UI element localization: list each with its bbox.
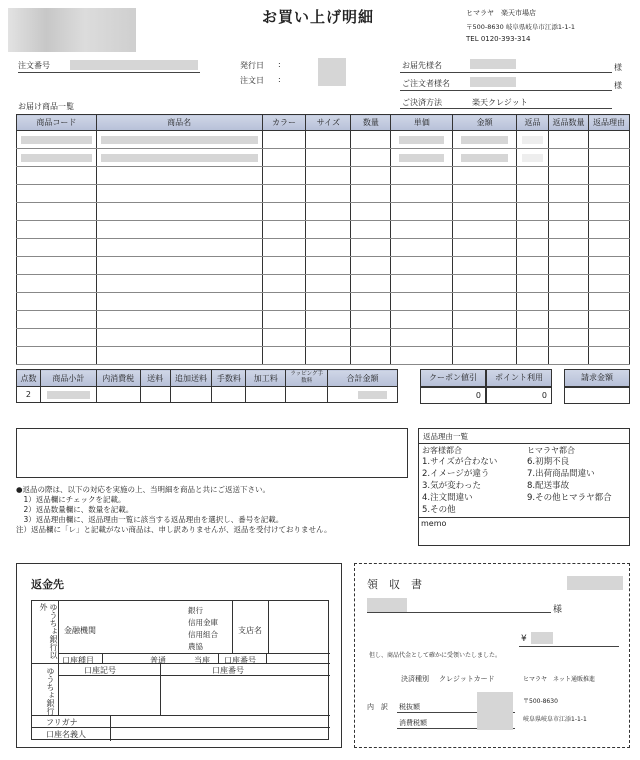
cell-blurred [453,131,517,149]
cell [351,221,391,239]
recipient-honorific: 様 [614,63,622,72]
cell [391,257,453,275]
table-row [17,275,630,293]
cell [351,257,391,275]
cell [453,347,517,365]
company-address: 〒500-8630 岐阜県岐阜市江添1-1-1 [466,23,575,31]
account-number-label: 口座番号 [224,656,256,665]
table-row [17,293,630,311]
table-row [17,167,630,185]
receipt-name-blurred [367,598,407,612]
bank-type: 信用金庫 [188,618,218,627]
cell [351,347,391,365]
grid-line [232,601,233,653]
reason-1: 1.サイズが合わない [422,457,498,467]
cell[interactable] [588,185,629,203]
cell [453,257,517,275]
cell [286,387,328,403]
cell[interactable] [549,203,589,221]
cell[interactable] [517,257,549,275]
cell [262,167,306,185]
summary-value-row [17,387,398,403]
cell [96,239,262,257]
orderer-label: ご注文者様名 [402,79,450,88]
orderer-honorific: 様 [614,81,622,90]
payment-type-value: クレジットカード [439,675,495,683]
order-number-blurred [70,60,198,70]
reason-6: 6.初期不良 [527,457,570,467]
cell[interactable] [549,311,589,329]
cell [351,167,391,185]
cell [391,221,453,239]
breakdown-label: 内 訳 [367,703,388,711]
cell[interactable] [588,311,629,329]
cell[interactable] [517,347,549,365]
cell[interactable] [549,167,589,185]
receipt-amount-blurred [531,632,553,644]
cell [17,185,97,203]
grid-line [32,663,330,664]
order-number-line [18,72,200,73]
cell[interactable] [549,185,589,203]
cell-blurred [17,149,97,167]
bank-type: 銀行 [188,606,203,615]
cell [262,221,306,239]
table-row [17,131,630,149]
summary-header-row [17,370,398,387]
table-row [17,311,630,329]
cell[interactable] [517,239,549,257]
cell [96,293,262,311]
reason-7: 7.出荷商品間違い [527,469,595,479]
cell [391,347,453,365]
cell [351,329,391,347]
recipient-label: お届先様名 [402,61,442,70]
cell [453,203,517,221]
cell [17,239,97,257]
cell [17,167,97,185]
customer-reasons-header: お客様都合 [422,446,462,455]
reason-3: 3.気が変わった [422,481,482,491]
table-row [17,329,630,347]
receipt-box [354,563,630,748]
grid-line [110,715,111,741]
cell [96,311,262,329]
cell [17,347,97,365]
payment-line [400,108,612,109]
cell [17,275,97,293]
cell[interactable] [549,131,589,149]
cell [96,275,262,293]
cell[interactable] [588,347,629,365]
account-holder-label: 口座名義人 [46,730,86,739]
table-row [17,221,630,239]
cell [17,311,97,329]
count-value: 2 [17,387,41,403]
cell [453,329,517,347]
note-line: 注）返品欄に「レ」と記載がない商品は、申し訳ありませんが、返品を受付けておりません。 [16,525,332,534]
note-line: 1）返品欄にチェックを記載。 [16,495,126,504]
page-title: お買い上げ明細 [262,8,375,26]
table-row [17,347,630,365]
cell [262,131,306,149]
cell [453,275,517,293]
cell-blurred [96,149,262,167]
tax-excluded-label: 税抜額 [399,703,420,711]
cell[interactable] [549,257,589,275]
reason-4: 4.注文間違い [422,493,473,503]
cell [391,185,453,203]
cell [306,257,351,275]
cell-blurred [453,149,517,167]
cell [306,347,351,365]
cell [96,347,262,365]
orderer-line [400,90,612,91]
col-quantity: 数量 [351,115,391,131]
cell [96,257,262,275]
account-type-label: 口座種目 [62,656,94,665]
reason-5: 5.その他 [422,505,456,515]
orderer-blurred [470,77,516,87]
cell [453,311,517,329]
table-row [17,257,630,275]
col-processing: 加工料 [246,370,286,387]
store-reasons-list [527,456,612,504]
col-unit-price: 単価 [391,115,453,131]
cell [453,239,517,257]
cell [306,203,351,221]
cell [17,257,97,275]
cell[interactable] [517,203,549,221]
col-product-name: 商品名 [96,115,262,131]
cell [391,311,453,329]
return-reason-box [418,428,630,546]
cell [306,167,351,185]
cell [262,239,306,257]
cell[interactable] [549,221,589,239]
billing-value [564,387,630,404]
cell [262,275,306,293]
cell [306,329,351,347]
reason-8: 8.配送事故 [527,481,570,491]
col-consumption-tax: 内消費税 [96,370,140,387]
col-shipping: 送料 [140,370,170,387]
col-product-code: 商品コード [17,115,97,131]
items-header-row [17,115,630,131]
financial-institution-label: 金融機関 [64,626,96,635]
col-wrapping-fee: ラッピング手数料 [286,370,328,387]
cell[interactable] [588,149,629,167]
reason-9: 9.その他ヒマラヤ都合 [527,493,612,503]
table-row [17,203,630,221]
recipient-blurred [470,59,516,69]
cell [306,185,351,203]
cell [391,293,453,311]
non-yucho-label: ゆうちょ銀行以外 [39,603,58,659]
col-color: カラー [262,115,306,131]
date-blurred [318,58,346,86]
col-count: 点数 [17,370,41,387]
cell [262,203,306,221]
payment-label: ご決済方法 [402,98,442,107]
grid-line [58,663,59,715]
return-checkbox[interactable] [517,131,549,149]
coupon-label: クーポン値引 [420,369,486,387]
grid-line [32,727,330,728]
cell [306,311,351,329]
col-size: サイズ [306,115,351,131]
payment-type-label: 決済種別 [401,675,429,683]
company-name: ヒマラヤ 楽天市場店 [466,9,536,17]
cell [96,329,262,347]
cell [96,185,262,203]
cell[interactable] [549,347,589,365]
note-line: ●返品の際は、以下の対応を実施の上、当明細を商品と共にご返送下さい。 [16,485,271,494]
cell[interactable] [549,329,589,347]
cell [262,149,306,167]
cell[interactable] [588,329,629,347]
cell [262,347,306,365]
grid-line [58,653,330,654]
cell [453,185,517,203]
cell[interactable] [588,167,629,185]
cell[interactable] [517,329,549,347]
cell [96,203,262,221]
grid-line [102,653,103,663]
grid-line [266,653,267,663]
cell[interactable] [549,275,589,293]
table-row [17,185,630,203]
cell[interactable] [588,203,629,221]
cell [306,221,351,239]
bank-types [188,605,218,653]
refund-title: 返金先 [31,578,64,591]
grid-line [218,653,219,663]
cell [170,387,212,403]
account-symbol-label: 口座記号 [84,666,116,675]
col-fee: 手数料 [212,370,246,387]
issuer-postal: 〒500-8630 [523,698,558,705]
cell [262,311,306,329]
cell [306,131,351,149]
issue-date-label: 発行日 [240,61,264,70]
issue-date-colon: : [278,60,281,69]
note-line: 2）返品数量欄に、数量を記載。 [16,505,134,514]
cell[interactable] [549,293,589,311]
return-reason-divider [419,443,629,444]
cell[interactable] [588,257,629,275]
blurred-logo [8,8,136,52]
store-reasons-header: ヒマラヤ都合 [527,446,575,455]
grid-line [58,675,330,676]
yucho-account-number-label: 口座番号 [212,666,244,675]
bank-type: 信用組合 [188,630,218,639]
cell [262,329,306,347]
col-total: 合計金額 [328,370,398,387]
receipt-note: 但し、商品代金として確かに受領いたしました。 [369,652,502,659]
cell[interactable] [588,131,629,149]
cell [17,221,97,239]
cell[interactable] [588,293,629,311]
cell [391,239,453,257]
cell [17,293,97,311]
cell [351,239,391,257]
summary-table [16,369,398,403]
cell-blurred [96,131,262,149]
cell[interactable] [588,275,629,293]
cell [96,221,262,239]
cell [17,203,97,221]
col-return-qty: 返品数量 [549,115,589,131]
items-body [17,131,630,167]
payment-value: 楽天クレジット [472,98,528,107]
cell [262,257,306,275]
cell [453,167,517,185]
normal-account: 普通 [150,656,166,665]
receipt-honorific: 様 [553,605,563,615]
cell [212,387,246,403]
cell[interactable] [588,239,629,257]
subtotal-blurred [40,387,96,403]
cell [96,167,262,185]
memo-divider [419,517,629,518]
cell[interactable] [588,221,629,239]
current-account: 当座 [194,656,210,665]
col-return: 返品 [517,115,549,131]
col-return-reason: 返品理由 [588,115,629,131]
issuer-address: 岐阜県岐阜市江添1-1-1 [523,716,587,723]
cell [351,275,391,293]
points-label: ポイント利用 [486,369,552,387]
order-date-colon: : [278,75,281,84]
return-reason-title: 返品理由一覧 [423,432,468,441]
receipt-amount-line [519,646,619,647]
cell [351,131,391,149]
receipt-name-line [367,612,551,613]
cell [391,167,453,185]
billing-label: 請求金額 [564,369,630,387]
grid-line [268,601,269,653]
cell-blurred [17,131,97,149]
memo-label: memo [421,519,447,528]
yucho-label: ゆうちょ銀行 [46,667,55,715]
cell[interactable] [517,221,549,239]
cell [140,387,170,403]
order-number-label: 注文番号 [18,61,50,70]
cell[interactable] [517,275,549,293]
points-value: 0 [486,387,552,404]
receipt-date-blurred [567,576,623,590]
breakdown-blurred [477,692,513,730]
cell [391,275,453,293]
cell[interactable] [517,185,549,203]
return-notes [16,485,331,535]
cell[interactable] [517,167,549,185]
cell [351,185,391,203]
grid-line [32,715,330,716]
items-section-title: お届け商品一覧 [18,102,74,111]
cell[interactable] [517,311,549,329]
cell [351,293,391,311]
reason-2: 2.イメージが違う [422,469,490,479]
cell [262,185,306,203]
cell-blurred [391,131,453,149]
bank-type: 農協 [188,642,203,651]
receipt-issuer: ヒマラヤ ネット通販推進 [523,676,596,683]
col-amount: 金額 [453,115,517,131]
receipt-title: 領 収 書 [367,578,422,591]
total-blurred [328,387,398,403]
cell[interactable] [517,293,549,311]
order-date-label: 注文日 [240,76,264,85]
bank-grid [31,600,329,740]
branch-name-label: 支店名 [238,626,262,635]
cell [96,387,140,403]
cell [453,293,517,311]
refund-box [16,563,342,748]
furigana-label: フリガナ [46,718,78,727]
table-row [17,149,630,167]
cell [306,275,351,293]
cell [351,203,391,221]
cell [351,149,391,167]
items-table [16,114,630,365]
coupon-value: 0 [420,387,486,404]
recipient-line [400,72,612,73]
cell [306,293,351,311]
cell [17,329,97,347]
items-empty-rows [17,167,630,365]
grid-line [160,663,161,715]
cell [453,221,517,239]
cell [391,329,453,347]
cell [262,293,306,311]
cell [246,387,286,403]
tax-label: 消費税額 [399,719,427,727]
col-subtotal: 商品小計 [40,370,96,387]
cell[interactable] [549,149,589,167]
return-checkbox[interactable] [517,149,549,167]
cell [391,203,453,221]
comment-box[interactable] [16,428,408,478]
company-tel: TEL 0120-393-314 [466,35,531,43]
cell [351,311,391,329]
cell-blurred [391,149,453,167]
cell [306,239,351,257]
customer-reasons-list [422,456,497,516]
table-row [17,239,630,257]
yen-sign: ¥ [521,634,527,644]
col-extra-shipping: 追加送料 [170,370,212,387]
note-line: 3）返品理由欄に、返品理由一覧に該当する返品理由を選択し、番号を記載。 [16,515,284,524]
cell[interactable] [549,239,589,257]
cell [306,149,351,167]
